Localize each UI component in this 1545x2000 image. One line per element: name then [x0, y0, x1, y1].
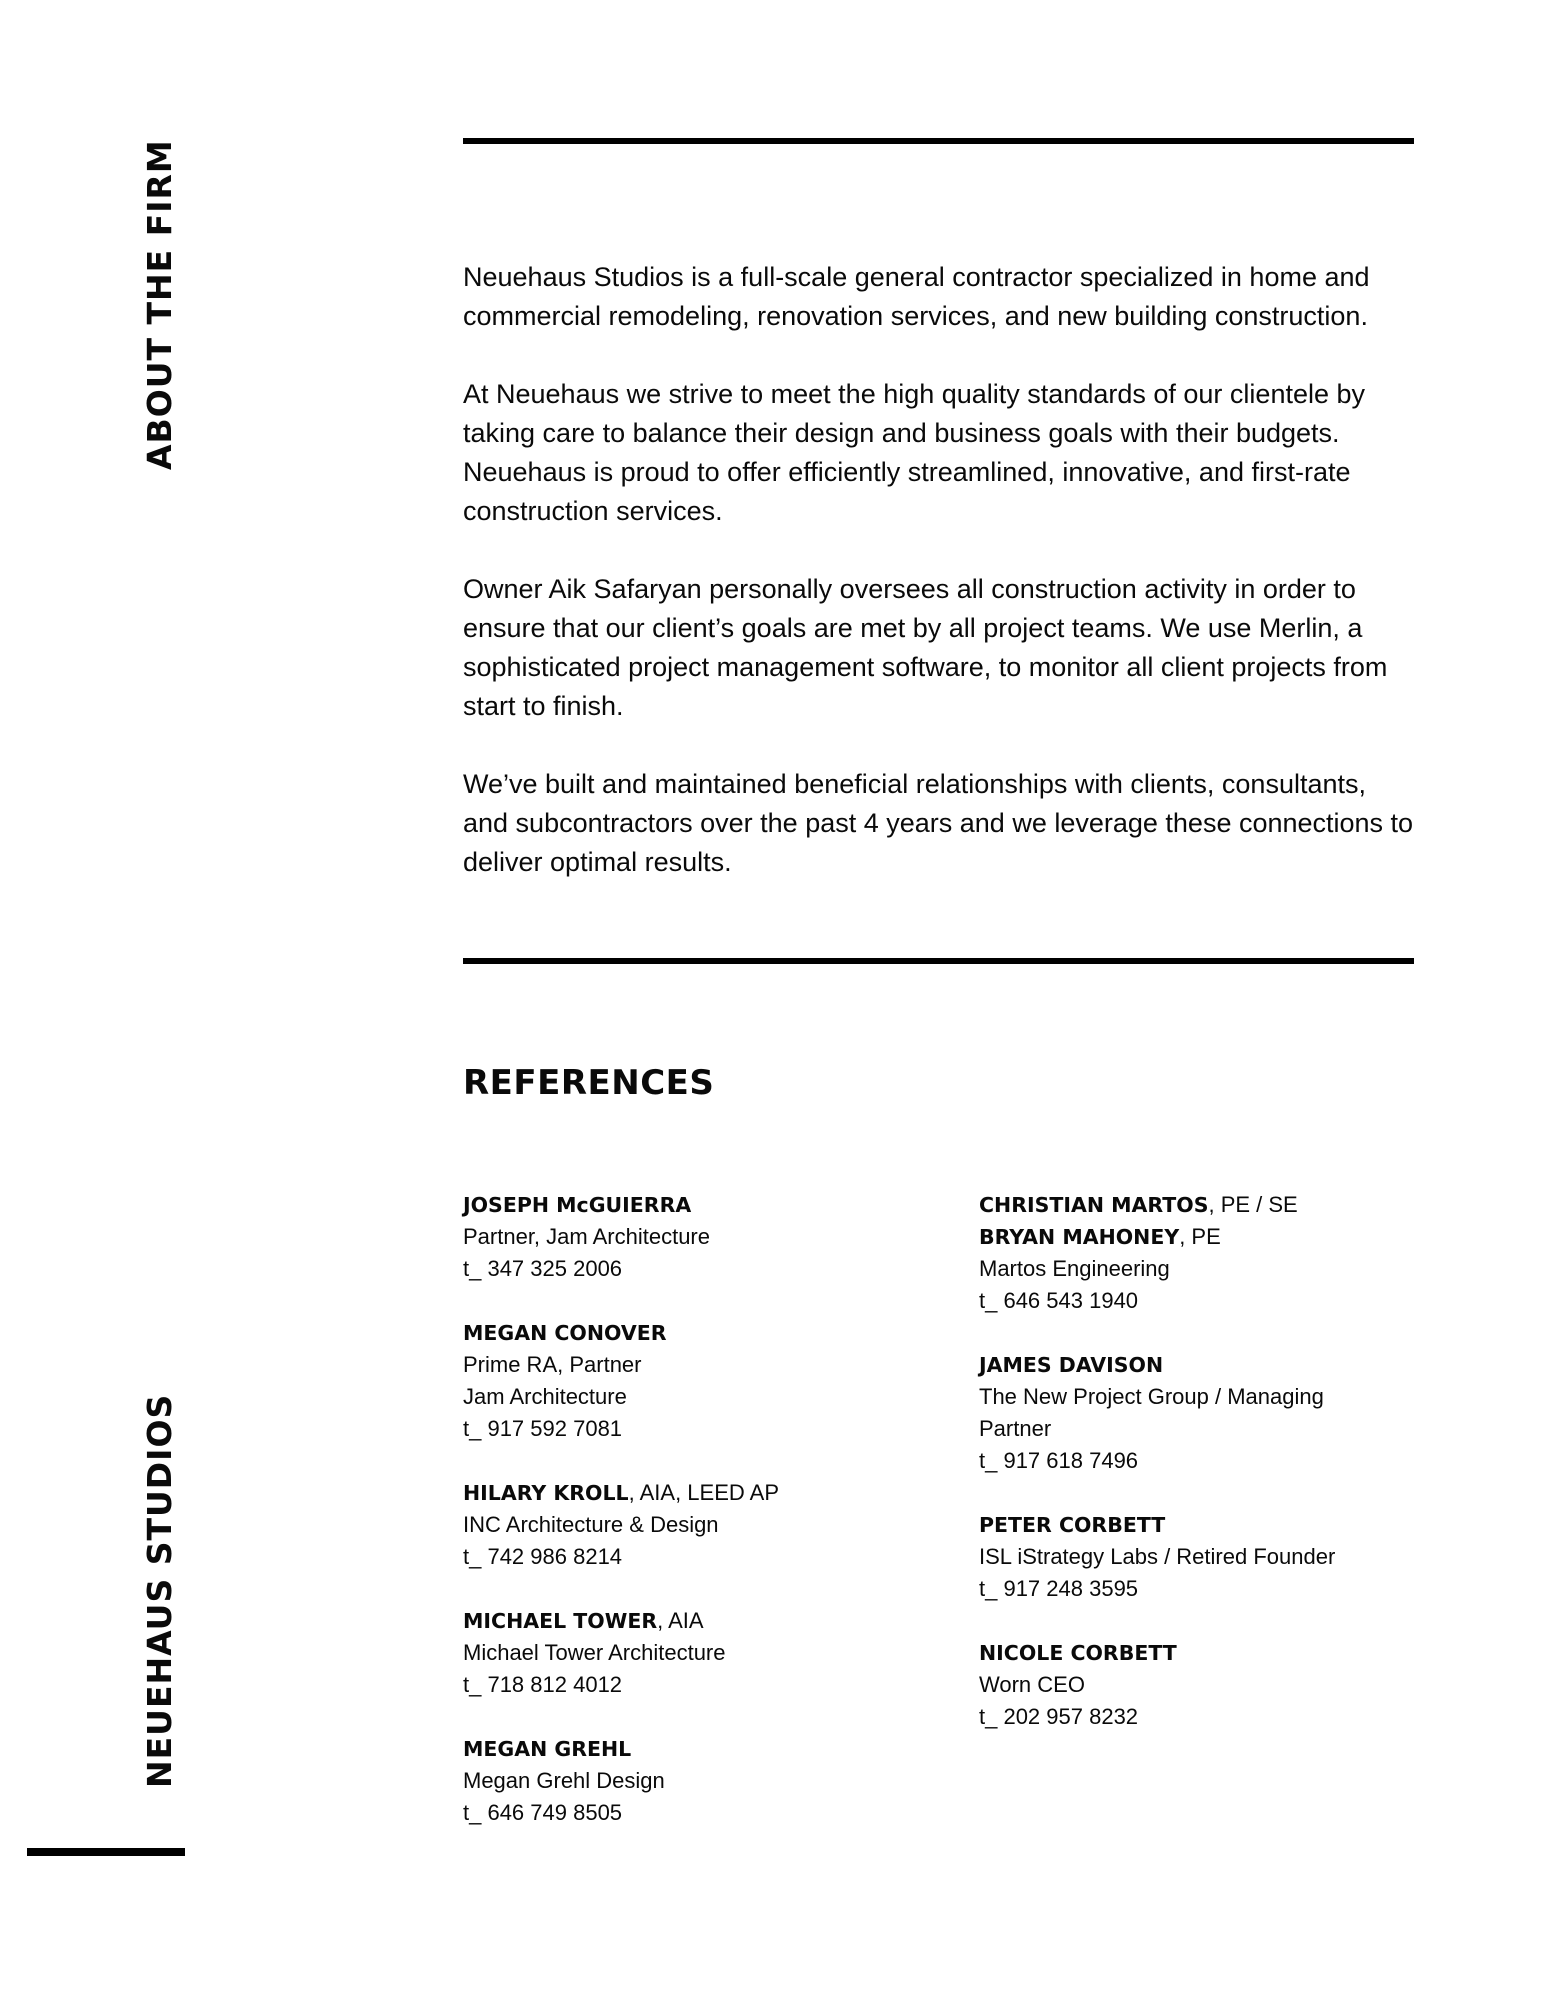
reference-name: JAMES DAVISON	[979, 1353, 1164, 1377]
reference-entry	[463, 1317, 943, 1445]
reference-entry	[979, 1189, 1499, 1317]
reference-detail: ISL iStrategy Labs / Retired Founder	[979, 1544, 1336, 1569]
reference-entry	[463, 1477, 943, 1573]
about-paragraph: Neuehaus Studios is a full-scale general contractor specialized in home and commercial remodeling, renovation services, and new building construction.	[463, 262, 1370, 331]
reference-name: PETER CORBETT	[979, 1513, 1166, 1537]
reference-entry	[463, 1605, 943, 1701]
reference-phone: t_ 646 749 8505	[463, 1800, 623, 1825]
reference-phone: t_ 742 986 8214	[463, 1544, 623, 1569]
reference-phone: t_ 917 248 3595	[979, 1576, 1139, 1601]
reference-name: JOSEPH McGUIERRA	[463, 1193, 692, 1217]
about-section	[463, 258, 1418, 882]
reference-entry	[463, 1189, 943, 1285]
about-the-firm-label: ABOUT THE FIRM	[140, 139, 179, 470]
reference-credentials: , PE / SE	[1208, 1192, 1298, 1217]
reference-credentials: , AIA, LEED AP	[628, 1480, 780, 1505]
reference-name: CHRISTIAN MARTOS	[979, 1193, 1209, 1217]
side-accent-bar	[27, 1848, 185, 1856]
middle-divider	[463, 958, 1414, 964]
reference-detail: Partner	[979, 1416, 1052, 1441]
reference-detail: Partner, Jam Architecture	[463, 1224, 710, 1249]
reference-name: MICHAEL TOWER	[463, 1609, 658, 1633]
reference-detail: The New Project Group / Managing	[979, 1384, 1324, 1409]
reference-entry	[979, 1349, 1499, 1477]
reference-detail: Prime RA, Partner	[463, 1352, 642, 1377]
reference-name: MEGAN GREHL	[463, 1737, 632, 1761]
reference-entry	[463, 1733, 943, 1829]
reference-phone: t_ 917 618 7496	[979, 1448, 1139, 1473]
reference-detail: Megan Grehl Design	[463, 1768, 665, 1793]
reference-phone: t_ 202 957 8232	[979, 1704, 1139, 1729]
reference-detail: Jam Architecture	[463, 1384, 627, 1409]
reference-detail: INC Architecture & Design	[463, 1512, 719, 1537]
reference-detail: Martos Engineering	[979, 1256, 1170, 1281]
reference-entry	[979, 1509, 1499, 1605]
reference-phone: t_ 917 592 7081	[463, 1416, 623, 1441]
reference-credentials: , AIA	[657, 1608, 704, 1633]
references-left-column	[463, 1189, 943, 1861]
about-paragraph: At Neuehaus we strive to meet the high quality standards of our clientele by taking care to balance their design and business goals with their budgets. Neuehaus is proud to offer efficiently streamlined, innovative, and first-rate construction services.	[463, 379, 1366, 526]
top-divider	[463, 138, 1414, 144]
reference-name: BRYAN MAHONEY	[979, 1225, 1180, 1249]
references-title: REFERENCES	[463, 1063, 715, 1103]
reference-phone: t_ 646 543 1940	[979, 1288, 1139, 1313]
about-paragraph: Owner Aik Safaryan personally oversees all construction activity in order to ensure that our client’s goals are met by all project teams. We use Merlin, a sophisticated project management software, to monitor all client projects from start to finish.	[463, 574, 1388, 721]
reference-phone: t_ 718 812 4012	[463, 1672, 623, 1697]
reference-credentials: , PE	[1179, 1224, 1221, 1249]
reference-entry	[979, 1637, 1499, 1733]
reference-phone: t_ 347 325 2006	[463, 1256, 623, 1281]
reference-name: NICOLE CORBETT	[979, 1641, 1177, 1665]
brand-label: NEUEHAUS STUDIOS	[140, 1393, 179, 1788]
reference-name: HILARY KROLL	[463, 1481, 629, 1505]
reference-name: MEGAN CONOVER	[463, 1321, 667, 1345]
reference-detail: Worn CEO	[979, 1672, 1085, 1697]
reference-detail: Michael Tower Architecture	[463, 1640, 726, 1665]
references-right-column	[979, 1189, 1499, 1765]
about-paragraph: We’ve built and maintained beneficial relationships with clients, consultants, and subcontractors over the past 4 years and we leverage these connections to deliver optimal results.	[463, 769, 1414, 877]
